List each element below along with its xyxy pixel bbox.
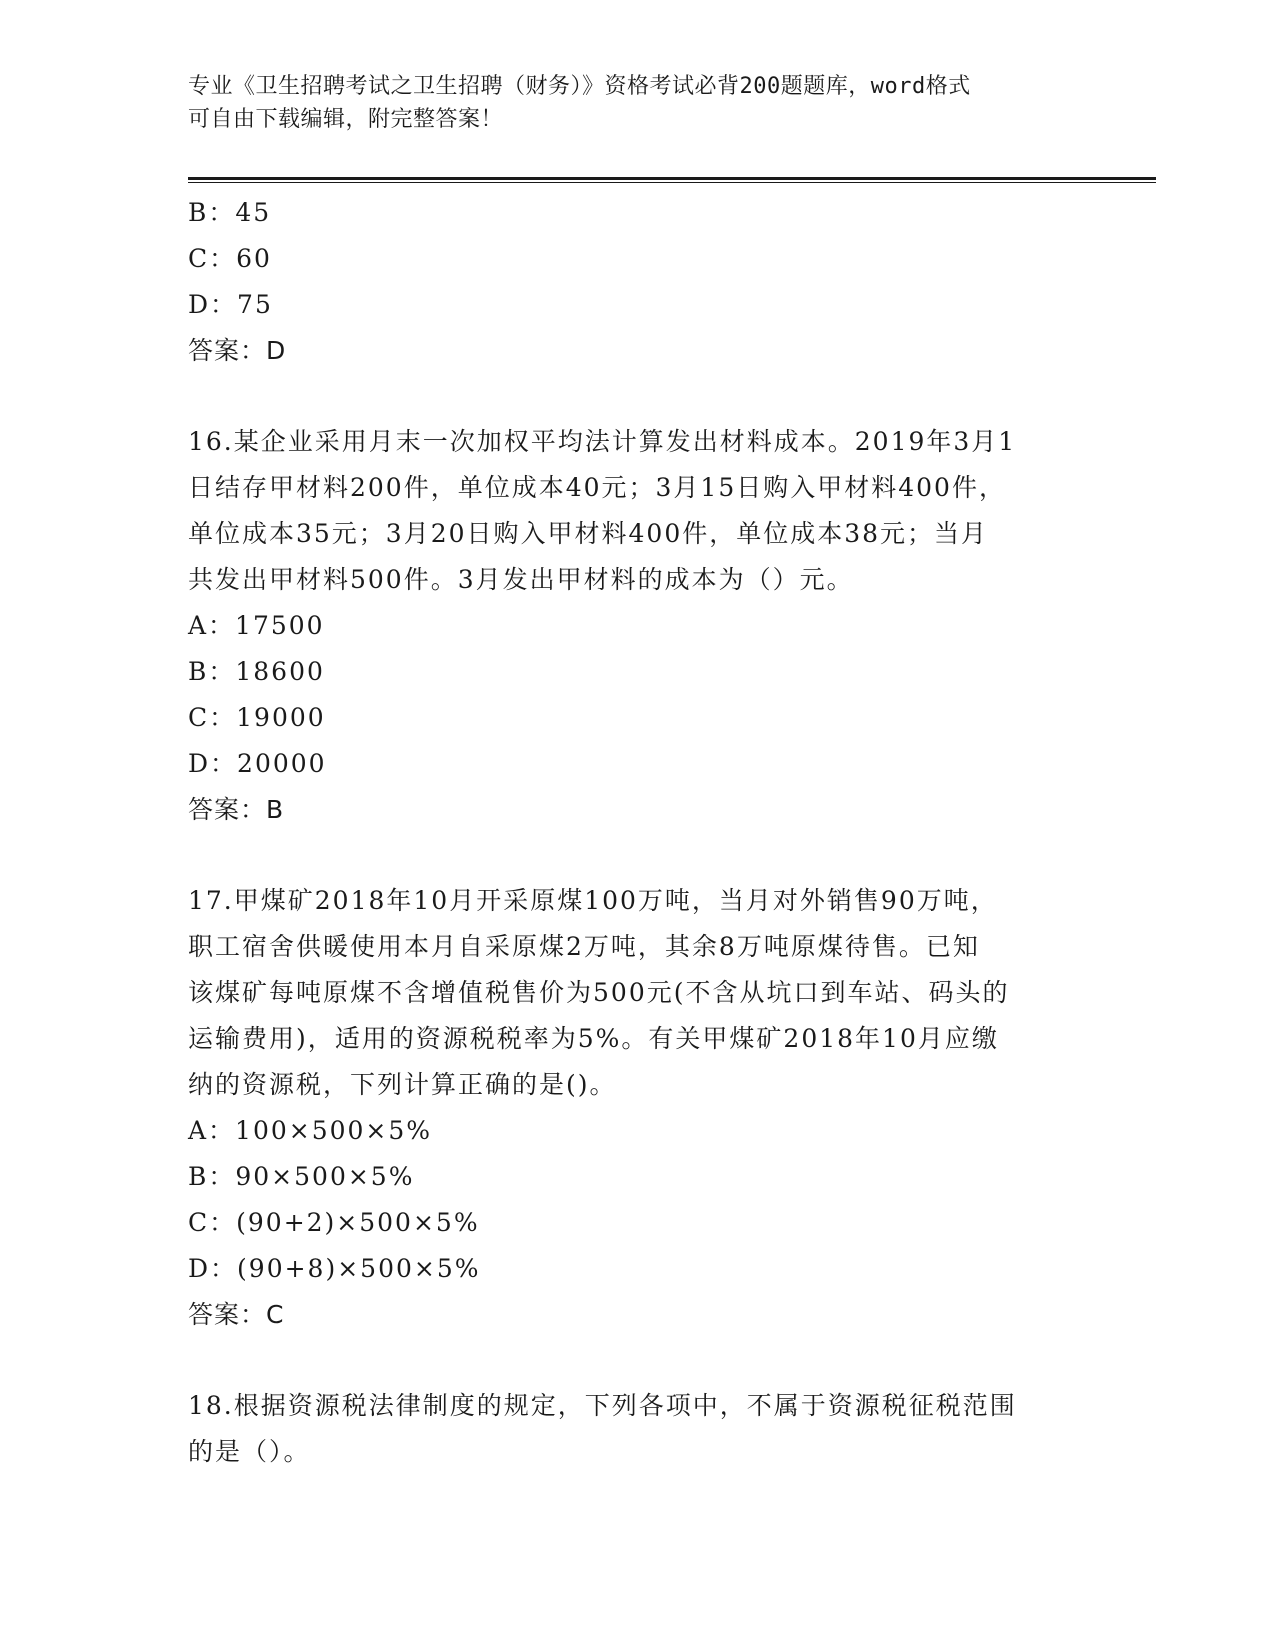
option-c: C：60 [188,244,272,273]
question-stem-line: 日结存甲材料200件，单位成本40元；3月15日购入甲材料400件， [188,473,1006,502]
question-17 [188,878,1088,1338]
option-c: C：19000 [188,703,326,732]
question-stem-line: 单位成本35元；3月20日购入甲材料400件，单位成本38元；当月 [188,519,989,548]
option-b: B：18600 [188,657,325,686]
option-a: A：17500 [188,611,325,640]
question-18 [188,1383,1088,1475]
question-stem-line: 纳的资源税，下列计算正确的是()。 [188,1070,617,1099]
question-stem-line: 18.根据资源税法律制度的规定，下列各项中，不属于资源税征税范围 [188,1391,1017,1420]
question-15-tail [188,190,1088,374]
question-stem-line: 16.某企业采用月末一次加权平均法计算发出材料成本。2019年3月1 [188,427,1017,456]
option-d: D：(90+8)×500×5% [188,1254,481,1283]
option-c: C：(90+2)×500×5% [188,1208,480,1237]
question-stem-line: 17.甲煤矿2018年10月开采原煤100万吨，当月对外销售90万吨， [188,886,998,915]
document-header [188,70,1088,136]
question-16 [188,419,1088,833]
question-stem-line: 职工宿舍供暖使用本月自采原煤2万吨，其余8万吨原煤待售。已知 [188,932,980,961]
spacer [188,1338,1088,1383]
option-b: B：45 [188,198,272,227]
answer-label: 答案：C [188,1300,285,1329]
option-b: B：90×500×5% [188,1162,415,1191]
header-rule-thick [188,177,1156,180]
spacer [188,833,1088,878]
spacer [188,374,1088,419]
option-a: A：100×500×5% [188,1116,433,1145]
answer-label: 答案：D [188,336,287,365]
header-line: 专业《卫生招聘考试之卫生招聘（财务）》资格考试必背200题题库，word格式 [188,74,971,99]
question-stem-line: 该煤矿每吨原煤不含增值税售价为500元(不含从坑口到车站、码头的 [188,978,1010,1007]
option-d: D：75 [188,290,273,319]
question-stem-line: 的是（）。 [188,1437,311,1466]
question-stem-line: 运输费用)，适用的资源税税率为5%。有关甲煤矿2018年10月应缴 [188,1024,999,1053]
answer-label: 答案：B [188,795,285,824]
header-line: 可自由下载编辑，附完整答案！ [188,107,504,132]
option-d: D：20000 [188,749,327,778]
header-rule-thin [188,182,1156,183]
question-stem-line: 共发出甲材料500件。3月发出甲材料的成本为（）元。 [188,565,854,594]
question-list [188,190,1088,1475]
